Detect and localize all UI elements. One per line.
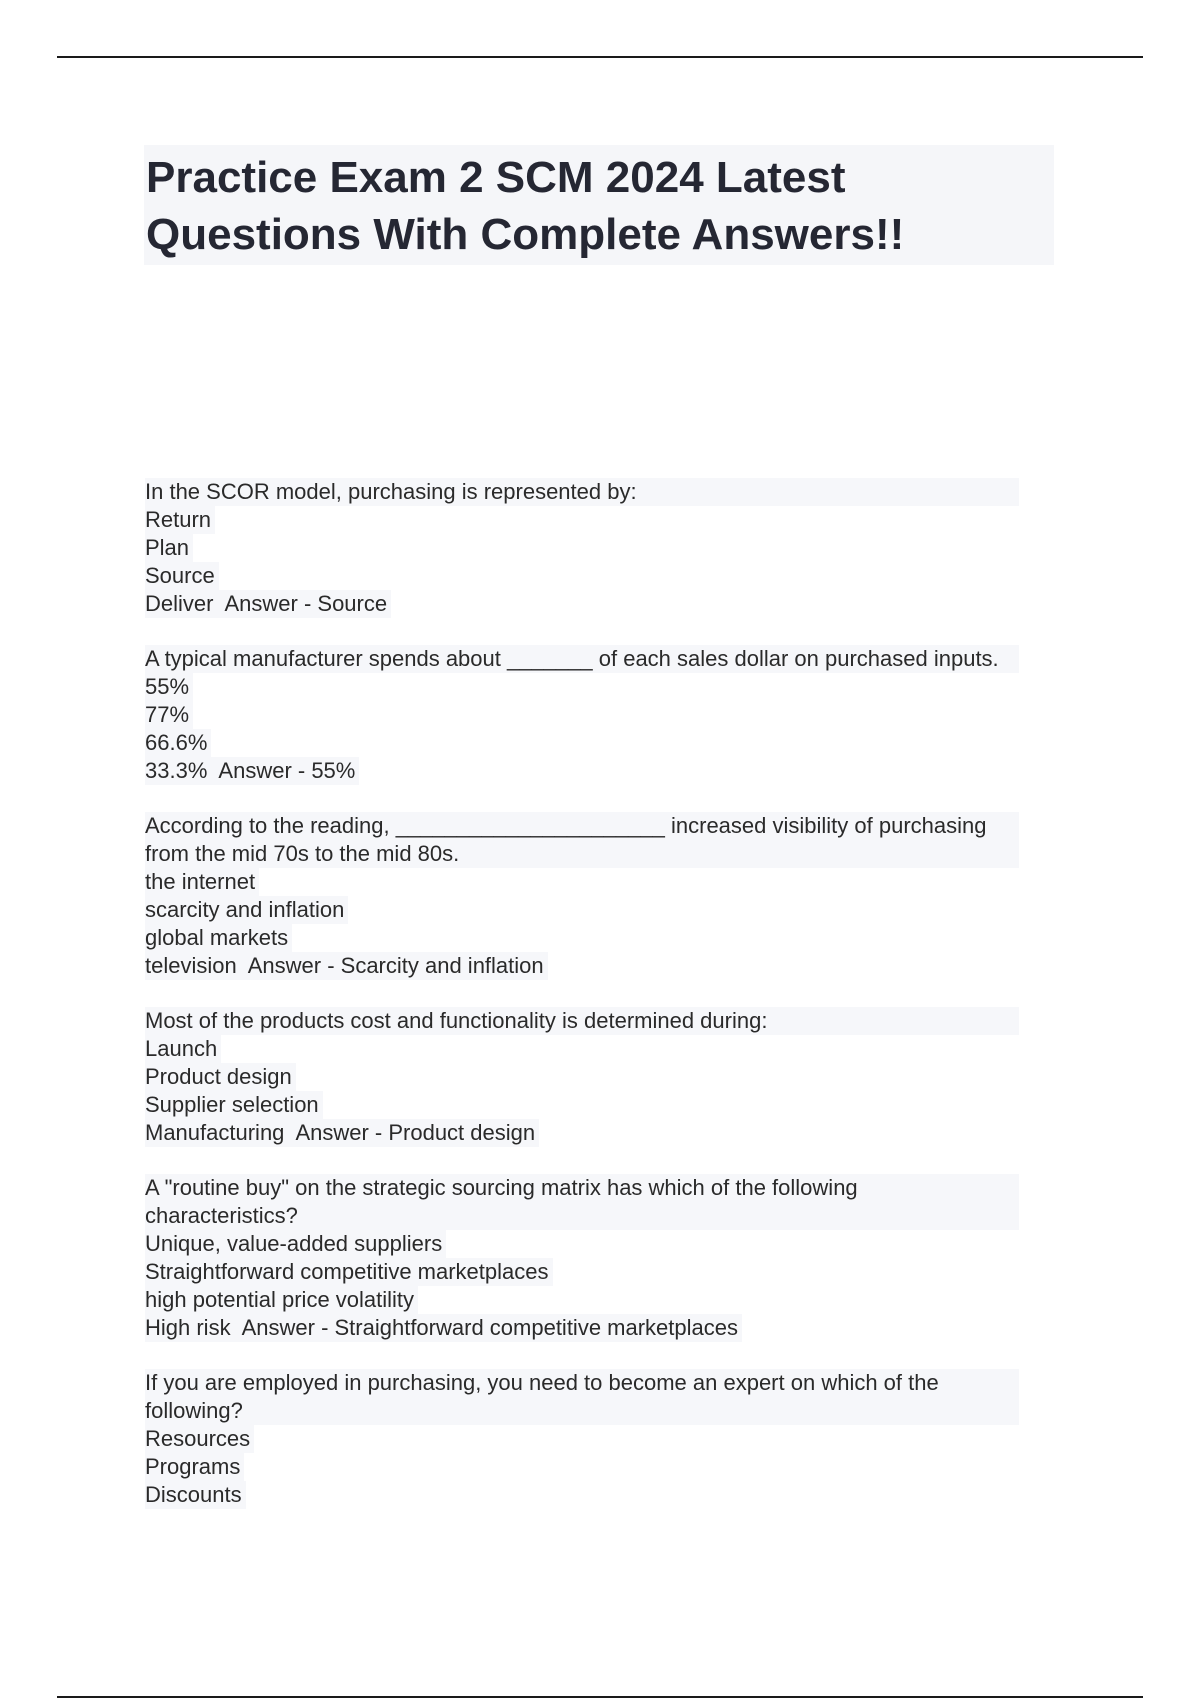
option: Discounts bbox=[145, 1481, 246, 1509]
option: High risk bbox=[145, 1315, 231, 1340]
question-2 bbox=[145, 645, 1045, 785]
option: Straightforward competitive marketplaces bbox=[145, 1258, 553, 1286]
question-stem: Most of the products cost and functionality is determined during: bbox=[145, 1007, 1019, 1035]
option: 66.6% bbox=[145, 729, 211, 757]
question-stem: A typical manufacturer spends about _______ of each sales dollar on purchased inputs. bbox=[145, 645, 1019, 673]
question-stem: A "routine buy" on the strategic sourcing matrix has which of the following characteristics? bbox=[145, 1174, 1019, 1230]
option: Launch bbox=[145, 1035, 221, 1063]
answer: Answer - 55% bbox=[218, 758, 356, 783]
question-6 bbox=[145, 1369, 1045, 1509]
answer: Answer - Scarcity and inflation bbox=[247, 953, 544, 978]
option: television bbox=[145, 953, 237, 978]
question-3 bbox=[145, 812, 1045, 980]
option: Programs bbox=[145, 1453, 244, 1481]
option: Supplier selection bbox=[145, 1091, 323, 1119]
option-with-answer bbox=[145, 952, 548, 980]
option: Product design bbox=[145, 1063, 296, 1091]
option-with-answer bbox=[145, 590, 391, 618]
question-4 bbox=[145, 1007, 1045, 1147]
option-with-answer bbox=[145, 757, 359, 785]
answer: Answer - Product design bbox=[295, 1120, 536, 1145]
option-with-answer bbox=[145, 1119, 539, 1147]
option: 33.3% bbox=[145, 758, 208, 783]
option: global markets bbox=[145, 924, 292, 952]
answer: Answer - Source bbox=[224, 591, 388, 616]
question-stem: If you are employed in purchasing, you need to become an expert on which of the following? bbox=[145, 1369, 1019, 1425]
option: the internet bbox=[145, 868, 259, 896]
option-with-answer bbox=[145, 1314, 742, 1342]
title-block bbox=[144, 145, 1054, 265]
bottom-rule bbox=[57, 1696, 1143, 1698]
question-stem: In the SCOR model, purchasing is represented by: bbox=[145, 478, 1019, 506]
option: scarcity and inflation bbox=[145, 896, 348, 924]
question-list bbox=[145, 478, 1045, 1536]
option: Return bbox=[145, 506, 215, 534]
question-5 bbox=[145, 1174, 1045, 1342]
option: Source bbox=[145, 562, 219, 590]
option: Deliver bbox=[145, 591, 214, 616]
option: high potential price volatility bbox=[145, 1286, 418, 1314]
answer: Answer - Straightforward competitive marketplaces bbox=[241, 1315, 739, 1340]
question-stem: According to the reading, ______________________ increased visibility of purchasing from the mid 70s to the mid 80s. bbox=[145, 812, 1019, 868]
option: Plan bbox=[145, 534, 193, 562]
option: 55% bbox=[145, 673, 193, 701]
option: Manufacturing bbox=[145, 1120, 285, 1145]
page-title: Practice Exam 2 SCM 2024 Latest Questions With Complete Answers!! bbox=[146, 153, 905, 259]
option: Resources bbox=[145, 1425, 254, 1453]
option: Unique, value-added suppliers bbox=[145, 1230, 446, 1258]
question-1 bbox=[145, 478, 1045, 618]
option: 77% bbox=[145, 701, 193, 729]
top-rule bbox=[57, 56, 1143, 58]
